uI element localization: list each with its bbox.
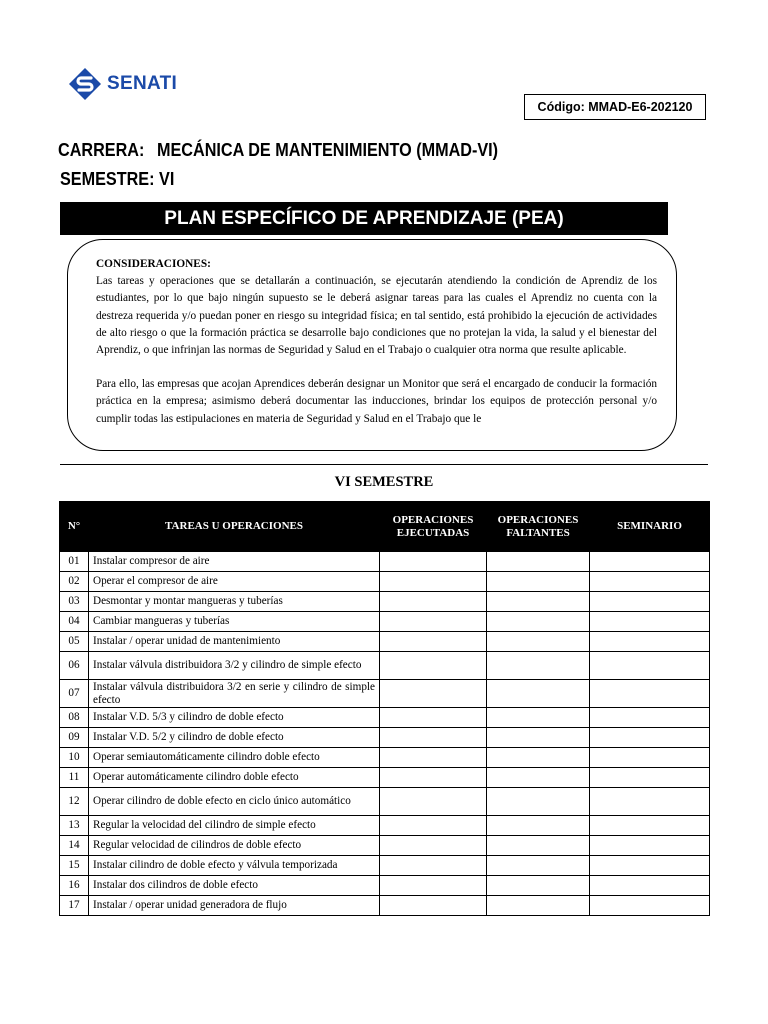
table-row (60, 748, 710, 768)
row-task: Operar cilindro de doble efecto en ciclo único automático (89, 788, 380, 816)
seminar-cell[interactable] (590, 748, 710, 768)
header-tasks: TAREAS U OPERACIONES (89, 502, 380, 552)
table-header-row (60, 502, 710, 552)
career-line (58, 140, 498, 161)
senati-logo-icon (68, 67, 102, 101)
seminar-cell[interactable] (590, 728, 710, 748)
executed-cell[interactable] (380, 788, 487, 816)
career-value: MECÁNICA DE MANTENIMIENTO (MMAD-VI) (157, 140, 499, 160)
executed-cell[interactable] (380, 572, 487, 592)
divider (60, 464, 708, 465)
executed-cell[interactable] (380, 592, 487, 612)
considerations-paragraph-1: Las tareas y operaciones que se detallarán a continuación, se ejecutarán atendiendo la condición de Aprendiz de los estudiantes, por lo que bajo ningún supuesto se le deberá asignar tareas para las cuales el Aprendiz no cuenta con la destreza requerida y/o puedan poner en riesgo su integridad física; en tal sentido, está prohibido la ejecución de actividades de alto riesgo o que la formación práctica se desarrolle bajo condiciones que no protejan la vida, la salud y el bienestar del Aprendiz, o que infrinjan las normas de Seguridad y Salud en el Trabajo o cualquier otra norma que resulte aplicable. (96, 275, 657, 357)
table-row (60, 652, 710, 680)
table-row (60, 592, 710, 612)
section-title: VI SEMESTRE (334, 474, 434, 490)
row-number: 14 (60, 836, 89, 856)
semester-label: SEMESTRE: (60, 169, 155, 189)
document-code: Código: MMAD-E6-202120 (524, 94, 706, 120)
row-number: 10 (60, 748, 89, 768)
missing-cell[interactable] (487, 788, 590, 816)
row-task: Operar automáticamente cilindro doble efecto (89, 768, 380, 788)
executed-cell[interactable] (380, 768, 487, 788)
executed-cell[interactable] (380, 748, 487, 768)
missing-cell[interactable] (487, 612, 590, 632)
seminar-cell[interactable] (590, 768, 710, 788)
header-missing-line2: FALTANTES (506, 526, 570, 539)
row-number: 02 (60, 572, 89, 592)
seminar-cell[interactable] (590, 592, 710, 612)
seminar-cell[interactable] (590, 788, 710, 816)
row-task: Regular la velocidad del cilindro de simple efecto (89, 816, 380, 836)
header-seminar: SEMINARIO (590, 502, 710, 552)
row-number: 01 (60, 552, 89, 572)
seminar-cell[interactable] (590, 836, 710, 856)
missing-cell[interactable] (487, 768, 590, 788)
semester-line (60, 169, 174, 190)
table-row (60, 680, 710, 708)
seminar-cell[interactable] (590, 652, 710, 680)
executed-cell[interactable] (380, 896, 487, 916)
missing-cell[interactable] (487, 708, 590, 728)
seminar-cell[interactable] (590, 680, 710, 708)
table-row (60, 816, 710, 836)
row-number: 11 (60, 768, 89, 788)
header-num: N° (60, 502, 89, 552)
missing-cell[interactable] (487, 632, 590, 652)
row-number: 17 (60, 896, 89, 916)
missing-cell[interactable] (487, 680, 590, 708)
row-task: Instalar V.D. 5/3 y cilindro de doble efecto (89, 708, 380, 728)
senati-logo (68, 67, 177, 101)
missing-cell[interactable] (487, 856, 590, 876)
seminar-cell[interactable] (590, 708, 710, 728)
header-executed-line2: EJECUTADAS (396, 526, 470, 539)
header-missing (487, 502, 590, 552)
semester-value: VI (159, 169, 175, 189)
row-number: 09 (60, 728, 89, 748)
executed-cell[interactable] (380, 876, 487, 896)
executed-cell[interactable] (380, 552, 487, 572)
table-row (60, 856, 710, 876)
header-executed (380, 502, 487, 552)
table-row (60, 612, 710, 632)
executed-cell[interactable] (380, 632, 487, 652)
seminar-cell[interactable] (590, 552, 710, 572)
header-executed-line1: OPERACIONES (392, 513, 474, 526)
missing-cell[interactable] (487, 652, 590, 680)
missing-cell[interactable] (487, 876, 590, 896)
executed-cell[interactable] (380, 816, 487, 836)
page-title-banner: PLAN ESPECÍFICO DE APRENDIZAJE (PEA) (60, 202, 668, 235)
row-number: 16 (60, 876, 89, 896)
executed-cell[interactable] (380, 728, 487, 748)
row-task: Instalar válvula distribuidora 3/2 y cilindro de simple efecto (89, 652, 380, 680)
missing-cell[interactable] (487, 896, 590, 916)
considerations-content (96, 256, 657, 442)
missing-cell[interactable] (487, 592, 590, 612)
row-number: 05 (60, 632, 89, 652)
executed-cell[interactable] (380, 680, 487, 708)
table-row (60, 728, 710, 748)
row-number: 12 (60, 788, 89, 816)
executed-cell[interactable] (380, 708, 487, 728)
table-row (60, 876, 710, 896)
seminar-cell[interactable] (590, 816, 710, 836)
table-row (60, 836, 710, 856)
executed-cell[interactable] (380, 652, 487, 680)
row-task: Operar el compresor de aire (89, 572, 380, 592)
seminar-cell[interactable] (590, 876, 710, 896)
row-number: 08 (60, 708, 89, 728)
row-task: Operar semiautomáticamente cilindro doble efecto (89, 748, 380, 768)
missing-cell[interactable] (487, 836, 590, 856)
row-number: 15 (60, 856, 89, 876)
row-number: 13 (60, 816, 89, 836)
executed-cell[interactable] (380, 612, 487, 632)
missing-cell[interactable] (487, 728, 590, 748)
table-row (60, 788, 710, 816)
row-task: Instalar / operar unidad de mantenimiento (89, 632, 380, 652)
tasks-table (59, 501, 710, 916)
row-task: Instalar dos cilindros de doble efecto (89, 876, 380, 896)
missing-cell[interactable] (487, 572, 590, 592)
row-task: Instalar cilindro de doble efecto y válvula temporizada (89, 856, 380, 876)
seminar-cell[interactable] (590, 896, 710, 916)
seminar-cell[interactable] (590, 572, 710, 592)
executed-cell[interactable] (380, 836, 487, 856)
row-number: 07 (60, 680, 89, 708)
missing-cell[interactable] (487, 552, 590, 572)
row-task: Instalar / operar unidad generadora de flujo (89, 896, 380, 916)
row-task: Cambiar mangueras y tuberías (89, 612, 380, 632)
seminar-cell[interactable] (590, 632, 710, 652)
considerations-title: CONSIDERACIONES: (96, 258, 211, 270)
row-task: Instalar compresor de aire (89, 552, 380, 572)
row-task: Regular velocidad de cilindros de doble efecto (89, 836, 380, 856)
table-row (60, 632, 710, 652)
table-row (60, 552, 710, 572)
header-missing-line1: OPERACIONES (497, 513, 579, 526)
table-row (60, 768, 710, 788)
table-row (60, 896, 710, 916)
table-row (60, 572, 710, 592)
executed-cell[interactable] (380, 856, 487, 876)
row-number: 03 (60, 592, 89, 612)
seminar-cell[interactable] (590, 612, 710, 632)
seminar-cell[interactable] (590, 856, 710, 876)
career-label: CARRERA: (58, 140, 145, 160)
missing-cell[interactable] (487, 748, 590, 768)
row-task: Instalar V.D. 5/2 y cilindro de doble efecto (89, 728, 380, 748)
logo-text: SENATI (107, 73, 178, 94)
row-number: 04 (60, 612, 89, 632)
table-row (60, 708, 710, 728)
row-number: 06 (60, 652, 89, 680)
missing-cell[interactable] (487, 816, 590, 836)
row-task: Instalar válvula distribuidora 3/2 en serie y cilindro de simple efecto (89, 680, 380, 708)
considerations-paragraph-2: Para ello, las empresas que acojan Aprendices deberán designar un Monitor que será el encargado de conducir la formación práctica en la empresa; asimismo deberá documentar las inducciones, brindar los equipos de protección personal y/o cumplir todas las estipulaciones en materia de Seguridad y Salud en el Trabajo que le (96, 378, 657, 425)
row-task: Desmontar y montar mangueras y tuberías (89, 592, 380, 612)
